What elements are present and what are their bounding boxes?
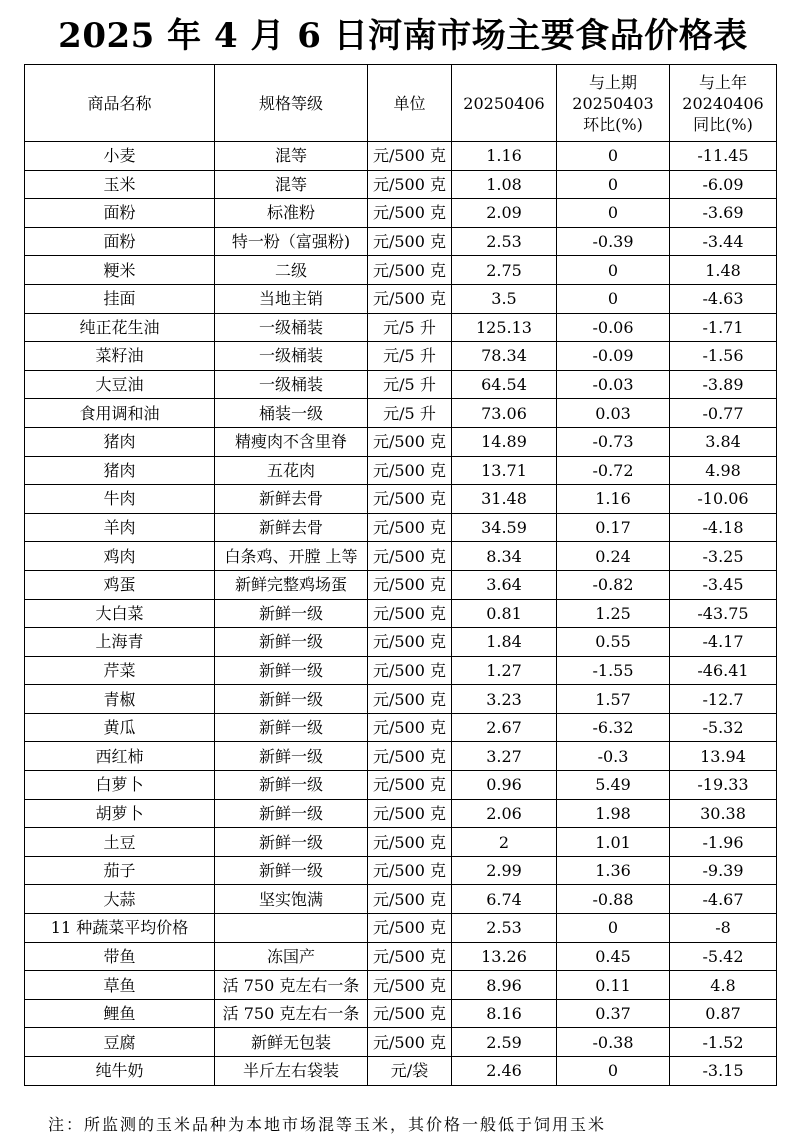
cell-price: 34.59	[452, 513, 557, 542]
table-row	[25, 771, 777, 800]
cell-spec: 一级桶装	[215, 342, 368, 371]
cell-name: 青椒	[25, 685, 215, 714]
table-row	[25, 227, 777, 256]
header-mom	[557, 65, 670, 142]
table-row	[25, 370, 777, 399]
cell-name: 白萝卜	[25, 771, 215, 800]
cell-unit: 元/5 升	[368, 370, 452, 399]
cell-unit: 元/500 克	[368, 542, 452, 571]
cell-yoy: -19.33	[670, 771, 777, 800]
cell-name: 猪肉	[25, 456, 215, 485]
cell-name: 大白菜	[25, 599, 215, 628]
cell-unit: 元/500 克	[368, 713, 452, 742]
cell-yoy: -1.56	[670, 342, 777, 371]
cell-yoy: -1.71	[670, 313, 777, 342]
footnote: 注：所监测的玉米品种为本地市场混等玉米，其价格一般低于饲用玉米	[48, 1115, 607, 1134]
cell-price: 6.74	[452, 885, 557, 914]
header-yoy-line1: 与上年	[698, 72, 747, 92]
cell-spec: 新鲜一级	[215, 656, 368, 685]
cell-price: 2.06	[452, 799, 557, 828]
cell-spec: 标准粉	[215, 199, 368, 228]
cell-mom: 0.24	[557, 542, 670, 571]
cell-name: 西红柿	[25, 742, 215, 771]
table-header-row	[25, 65, 777, 142]
table-row	[25, 828, 777, 857]
cell-spec: 当地主销	[215, 284, 368, 313]
cell-yoy: -1.52	[670, 1028, 777, 1057]
cell-price: 2	[452, 828, 557, 857]
table-row	[25, 685, 777, 714]
cell-name: 豆腐	[25, 1028, 215, 1057]
table-row	[25, 342, 777, 371]
cell-yoy: -8	[670, 914, 777, 943]
cell-mom: 0.45	[557, 942, 670, 971]
table-row	[25, 914, 777, 943]
cell-spec: 新鲜一级	[215, 828, 368, 857]
cell-price: 1.16	[452, 142, 557, 171]
cell-yoy: -46.41	[670, 656, 777, 685]
cell-spec: 活 750 克左右一条	[215, 999, 368, 1028]
cell-price: 0.81	[452, 599, 557, 628]
cell-unit: 元/500 克	[368, 513, 452, 542]
cell-yoy: -3.89	[670, 370, 777, 399]
header-mom-line3: 环比(%)	[583, 114, 643, 134]
table-row	[25, 742, 777, 771]
cell-price: 2.99	[452, 856, 557, 885]
cell-spec: 新鲜无包装	[215, 1028, 368, 1057]
cell-spec: 一级桶装	[215, 370, 368, 399]
cell-spec: 混等	[215, 170, 368, 199]
table-row	[25, 456, 777, 485]
table-row	[25, 485, 777, 514]
cell-mom: 1.16	[557, 485, 670, 514]
cell-unit: 元/500 克	[368, 799, 452, 828]
cell-yoy: 0.87	[670, 999, 777, 1028]
cell-unit: 元/500 克	[368, 828, 452, 857]
cell-mom: 5.49	[557, 771, 670, 800]
cell-name: 鸡蛋	[25, 570, 215, 599]
cell-spec: 冻国产	[215, 942, 368, 971]
cell-unit: 元/500 克	[368, 914, 452, 943]
cell-name: 茄子	[25, 856, 215, 885]
cell-price: 2.46	[452, 1057, 557, 1086]
cell-mom: 0	[557, 914, 670, 943]
cell-spec: 桶装一级	[215, 399, 368, 428]
cell-unit: 元/500 克	[368, 599, 452, 628]
cell-price: 1.08	[452, 170, 557, 199]
table-body	[25, 142, 777, 1086]
cell-mom: -6.32	[557, 713, 670, 742]
header-spec: 规格等级	[215, 65, 368, 142]
cell-spec: 坚实饱满	[215, 885, 368, 914]
cell-spec: 一级桶装	[215, 313, 368, 342]
cell-mom: -0.39	[557, 227, 670, 256]
cell-price: 0.96	[452, 771, 557, 800]
cell-price: 2.53	[452, 227, 557, 256]
cell-mom: 0.03	[557, 399, 670, 428]
cell-yoy: -3.44	[670, 227, 777, 256]
cell-mom: 0	[557, 199, 670, 228]
cell-unit: 元/500 克	[368, 142, 452, 171]
cell-yoy: 3.84	[670, 427, 777, 456]
header-mom-line2: 20250403	[572, 93, 654, 113]
cell-yoy: -5.42	[670, 942, 777, 971]
cell-mom: -0.09	[557, 342, 670, 371]
header-yoy	[670, 65, 777, 142]
cell-name: 鸡肉	[25, 542, 215, 571]
cell-name: 菜籽油	[25, 342, 215, 371]
cell-mom: 1.25	[557, 599, 670, 628]
table-row	[25, 199, 777, 228]
cell-spec: 特一粉（富强粉)	[215, 227, 368, 256]
table-row	[25, 256, 777, 285]
cell-name: 挂面	[25, 284, 215, 313]
cell-spec: 新鲜一级	[215, 713, 368, 742]
cell-price: 8.16	[452, 999, 557, 1028]
cell-spec: 新鲜一级	[215, 771, 368, 800]
cell-name: 黄瓜	[25, 713, 215, 742]
cell-mom: -0.88	[557, 885, 670, 914]
cell-price: 8.34	[452, 542, 557, 571]
table-row	[25, 284, 777, 313]
cell-name: 11 种蔬菜平均价格	[25, 914, 215, 943]
table-row	[25, 399, 777, 428]
cell-yoy: -5.32	[670, 713, 777, 742]
table-row	[25, 313, 777, 342]
table-row	[25, 170, 777, 199]
cell-unit: 元/500 克	[368, 485, 452, 514]
cell-name: 胡萝卜	[25, 799, 215, 828]
cell-mom: 1.57	[557, 685, 670, 714]
cell-yoy: -0.77	[670, 399, 777, 428]
cell-mom: 1.98	[557, 799, 670, 828]
cell-name: 猪肉	[25, 427, 215, 456]
cell-yoy: 13.94	[670, 742, 777, 771]
header-yoy-line2: 20240406	[682, 93, 764, 113]
cell-unit: 元/500 克	[368, 284, 452, 313]
cell-spec: 精瘦肉不含里脊	[215, 427, 368, 456]
cell-mom: -0.82	[557, 570, 670, 599]
price-table	[24, 64, 777, 1086]
cell-yoy: -12.7	[670, 685, 777, 714]
table-row	[25, 656, 777, 685]
table-row	[25, 942, 777, 971]
cell-spec: 五花肉	[215, 456, 368, 485]
table-row	[25, 1028, 777, 1057]
cell-unit: 元/500 克	[368, 771, 452, 800]
cell-name: 面粉	[25, 227, 215, 256]
cell-name: 食用调和油	[25, 399, 215, 428]
cell-name: 纯牛奶	[25, 1057, 215, 1086]
cell-mom: -0.06	[557, 313, 670, 342]
cell-mom: 0.37	[557, 999, 670, 1028]
cell-spec: 混等	[215, 142, 368, 171]
cell-unit: 元/500 克	[368, 227, 452, 256]
cell-spec: 半斤左右袋装	[215, 1057, 368, 1086]
cell-yoy: -9.39	[670, 856, 777, 885]
cell-price: 3.64	[452, 570, 557, 599]
cell-name: 芹菜	[25, 656, 215, 685]
cell-yoy: -1.96	[670, 828, 777, 857]
cell-spec	[215, 914, 368, 943]
cell-mom: 0.17	[557, 513, 670, 542]
cell-name: 玉米	[25, 170, 215, 199]
cell-unit: 元/500 克	[368, 885, 452, 914]
cell-spec: 二级	[215, 256, 368, 285]
cell-mom: -0.03	[557, 370, 670, 399]
cell-unit: 元/500 克	[368, 999, 452, 1028]
cell-unit: 元/500 克	[368, 427, 452, 456]
table-row	[25, 1057, 777, 1086]
table-row	[25, 971, 777, 1000]
cell-name: 纯正花生油	[25, 313, 215, 342]
cell-spec: 新鲜去骨	[215, 485, 368, 514]
cell-spec: 新鲜一级	[215, 742, 368, 771]
cell-mom: 0	[557, 142, 670, 171]
cell-price: 1.84	[452, 628, 557, 657]
cell-price: 31.48	[452, 485, 557, 514]
cell-unit: 元/500 克	[368, 685, 452, 714]
table-row	[25, 427, 777, 456]
cell-unit: 元/500 克	[368, 942, 452, 971]
cell-unit: 元/袋	[368, 1057, 452, 1086]
cell-mom: 0.11	[557, 971, 670, 1000]
cell-name: 大豆油	[25, 370, 215, 399]
cell-mom: 0	[557, 1057, 670, 1086]
cell-yoy: -3.69	[670, 199, 777, 228]
cell-mom: -0.38	[557, 1028, 670, 1057]
table-row	[25, 599, 777, 628]
table-row	[25, 513, 777, 542]
cell-name: 大蒜	[25, 885, 215, 914]
cell-price: 73.06	[452, 399, 557, 428]
cell-yoy: -11.45	[670, 142, 777, 171]
cell-spec: 新鲜去骨	[215, 513, 368, 542]
cell-name: 面粉	[25, 199, 215, 228]
cell-price: 2.75	[452, 256, 557, 285]
table-row	[25, 799, 777, 828]
cell-name: 粳米	[25, 256, 215, 285]
cell-mom: -1.55	[557, 656, 670, 685]
header-name: 商品名称	[25, 65, 215, 142]
cell-mom: 0	[557, 284, 670, 313]
cell-yoy: -4.67	[670, 885, 777, 914]
cell-mom: -0.73	[557, 427, 670, 456]
cell-spec: 新鲜一级	[215, 599, 368, 628]
cell-spec: 活 750 克左右一条	[215, 971, 368, 1000]
cell-name: 上海青	[25, 628, 215, 657]
cell-mom: 1.01	[557, 828, 670, 857]
table-row	[25, 713, 777, 742]
cell-yoy: -3.45	[670, 570, 777, 599]
cell-mom: 0.55	[557, 628, 670, 657]
cell-unit: 元/500 克	[368, 656, 452, 685]
table-row	[25, 856, 777, 885]
cell-mom: -0.3	[557, 742, 670, 771]
cell-unit: 元/5 升	[368, 313, 452, 342]
cell-spec: 新鲜一级	[215, 628, 368, 657]
cell-yoy: -43.75	[670, 599, 777, 628]
table-row	[25, 885, 777, 914]
cell-spec: 新鲜一级	[215, 856, 368, 885]
cell-price: 14.89	[452, 427, 557, 456]
cell-unit: 元/500 克	[368, 628, 452, 657]
cell-unit: 元/500 克	[368, 256, 452, 285]
cell-price: 1.27	[452, 656, 557, 685]
cell-mom: 0	[557, 170, 670, 199]
cell-price: 64.54	[452, 370, 557, 399]
cell-name: 鲤鱼	[25, 999, 215, 1028]
cell-yoy: 30.38	[670, 799, 777, 828]
cell-yoy: -3.15	[670, 1057, 777, 1086]
cell-unit: 元/500 克	[368, 199, 452, 228]
cell-name: 小麦	[25, 142, 215, 171]
cell-price: 2.67	[452, 713, 557, 742]
cell-unit: 元/5 升	[368, 342, 452, 371]
cell-price: 3.23	[452, 685, 557, 714]
cell-yoy: -3.25	[670, 542, 777, 571]
table-row	[25, 628, 777, 657]
cell-spec: 白条鸡、开膛 上等	[215, 542, 368, 571]
cell-name: 带鱼	[25, 942, 215, 971]
header-yoy-line3: 同比(%)	[693, 114, 753, 134]
cell-name: 草鱼	[25, 971, 215, 1000]
cell-unit: 元/500 克	[368, 856, 452, 885]
cell-yoy: 1.48	[670, 256, 777, 285]
header-price: 20250406	[452, 65, 557, 142]
cell-yoy: -4.63	[670, 284, 777, 313]
cell-unit: 元/500 克	[368, 456, 452, 485]
page-title: 2025 年 4 月 6 日河南市场主要食品价格表	[58, 16, 748, 56]
cell-spec: 新鲜一级	[215, 685, 368, 714]
cell-unit: 元/500 克	[368, 742, 452, 771]
cell-price: 13.26	[452, 942, 557, 971]
cell-unit: 元/500 克	[368, 570, 452, 599]
cell-yoy: -6.09	[670, 170, 777, 199]
cell-price: 13.71	[452, 456, 557, 485]
cell-yoy: 4.98	[670, 456, 777, 485]
cell-name: 土豆	[25, 828, 215, 857]
cell-price: 78.34	[452, 342, 557, 371]
cell-price: 125.13	[452, 313, 557, 342]
cell-unit: 元/5 升	[368, 399, 452, 428]
cell-mom: -0.72	[557, 456, 670, 485]
cell-price: 2.53	[452, 914, 557, 943]
cell-name: 羊肉	[25, 513, 215, 542]
table-row	[25, 542, 777, 571]
cell-yoy: 4.8	[670, 971, 777, 1000]
cell-price: 2.59	[452, 1028, 557, 1057]
cell-yoy: -10.06	[670, 485, 777, 514]
cell-price: 2.09	[452, 199, 557, 228]
table-row	[25, 999, 777, 1028]
cell-yoy: -4.18	[670, 513, 777, 542]
cell-unit: 元/500 克	[368, 1028, 452, 1057]
cell-yoy: -4.17	[670, 628, 777, 657]
cell-price: 3.5	[452, 284, 557, 313]
cell-mom: 1.36	[557, 856, 670, 885]
cell-spec: 新鲜一级	[215, 799, 368, 828]
cell-mom: 0	[557, 256, 670, 285]
cell-name: 牛肉	[25, 485, 215, 514]
cell-price: 3.27	[452, 742, 557, 771]
cell-price: 8.96	[452, 971, 557, 1000]
header-unit: 单位	[368, 65, 452, 142]
cell-unit: 元/500 克	[368, 170, 452, 199]
cell-unit: 元/500 克	[368, 971, 452, 1000]
table-row	[25, 570, 777, 599]
table-row	[25, 142, 777, 171]
cell-spec: 新鲜完整鸡场蛋	[215, 570, 368, 599]
header-mom-line1: 与上期	[588, 72, 637, 92]
